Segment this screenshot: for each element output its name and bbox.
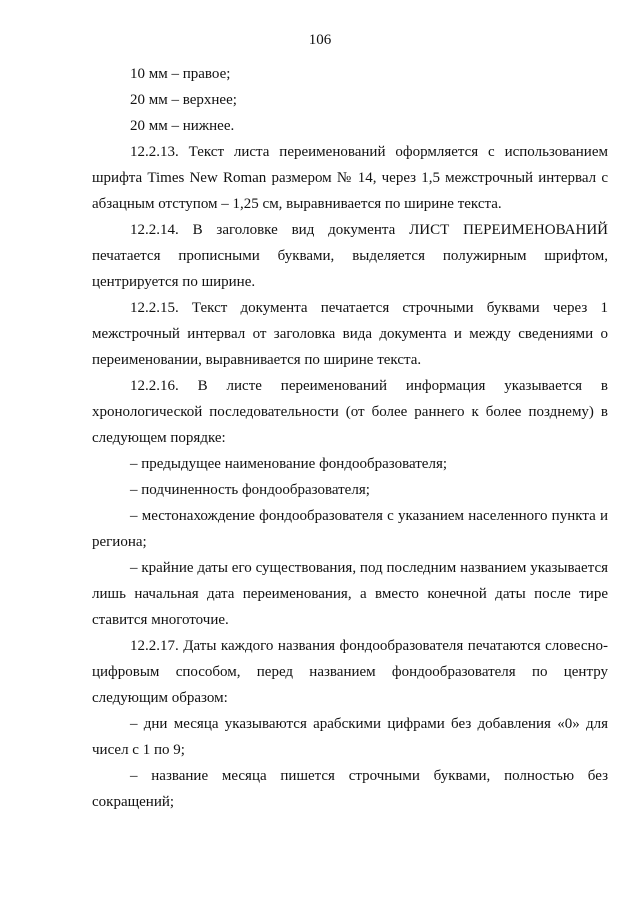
document-body xyxy=(92,61,608,815)
paragraph-12-2-15: 12.2.15. Текст документа печатается строчными буквами через 1 межстрочный интервал от заголовка вида документа и между сведениями о переименовании, выравнивается по ширине текста. xyxy=(92,300,608,368)
page-number: 106 xyxy=(308,32,332,48)
paragraph-12-2-14: 12.2.14. В заголовке вид документа ЛИСТ ПЕРЕИМЕНОВАНИЙ печатается прописными буквами, выделяется полужирным шрифтом, центрируется по ширине. xyxy=(92,222,608,290)
list-item-subordination: – подчиненность фондообразователя; xyxy=(130,482,370,498)
margin-line-bottom: 20 мм – нижнее. xyxy=(130,118,235,134)
list-item-location: – местонахождение фондообразователя с указанием населенного пункта и региона; xyxy=(92,508,608,550)
paragraph-12-2-17: 12.2.17. Даты каждого названия фондообразователя печатаются словесно-цифровым способом, перед названием фондообразователя по центру следующим образом: xyxy=(92,638,608,706)
list-item-previous-name: – предыдущее наименование фондообразователя; xyxy=(130,456,448,472)
list-item-dates: – крайние даты его существования, под последним названием указывается лишь начальная дата переименования, а вместо конечной даты после тире ставится многоточие. xyxy=(92,560,608,628)
margin-line-top: 20 мм – верхнее; xyxy=(130,92,237,108)
margin-line-right: 10 мм – правое; xyxy=(130,66,231,82)
paragraph-12-2-13: 12.2.13. Текст листа переименований оформляется с использованием шрифта Times New Roman размером № 14, через 1,5 межстрочный интервал с абзацным отступом – 1,25 см, выравнивается по ширине текста. xyxy=(92,144,608,212)
list-item-days: – дни месяца указываются арабскими цифрами без добавления «0» для чисел с 1 по 9; xyxy=(92,716,608,758)
paragraph-12-2-16: 12.2.16. В листе переименований информация указывается в хронологической последовательности (от более раннего к более позднему) в следующем порядке: xyxy=(92,378,608,446)
list-item-month: – название месяца пишется строчными буквами, полностью без сокращений; xyxy=(92,768,608,810)
